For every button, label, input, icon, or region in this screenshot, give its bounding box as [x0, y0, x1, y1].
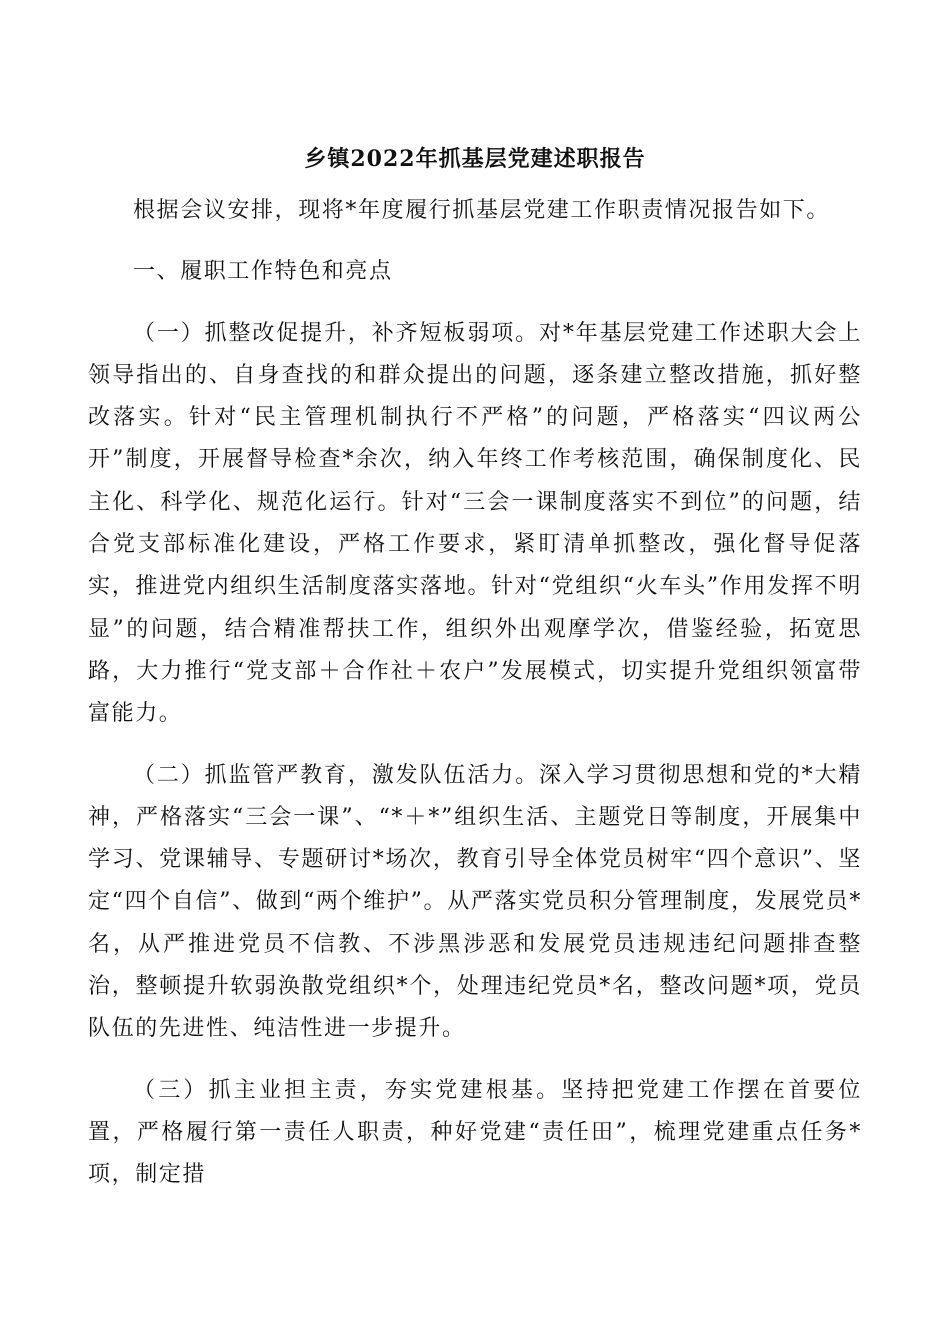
section-heading-1: 一、履职工作特色和亮点 [133, 259, 393, 285]
intro-paragraph: 根据会议安排，现将*年度履行抓基层党建工作职责情况报告如下。 [133, 198, 831, 223]
document-title: 乡镇2022年抓基层党建述职报告 [304, 146, 646, 172]
document-body [88, 190, 862, 1197]
paragraph-item-3: （三）抓主业担主责，夯实党建根基。坚持把党建工作摆在首要位置，严格履行第一责任人职责，种好党建“责任田”，梳理党建重点任务*项，制定措 [88, 1077, 862, 1188]
paragraph-item-1: （一）抓整改促提升，补齐短板弱项。对*年基层党建工作述职大会上领导指出的、自身查找的和群众提出的问题，逐条建立整改措施，抓好整改落实。针对“民主管理机制执行不严格”的问题，严格落实“四议两公开”制度，开展督导检查*余次，纳入年终工作考核范围，确保制度化、民主化、科学化、规范化运行。针对“三会一课制度落实不到位”的问题，结合党支部标准化建设，严格工作要求，紧盯清单抓整改，强化督导促落实，推进党内组织生活制度落实落地。针对“党组织“火车头”作用发挥不明显”的问题，结合精准帮扶工作，组织外出观摩学次，借鉴经验，拓宽思路，大力推行“党支部＋合作社＋农户”发展模式，切实提升党组织领富带富能力。 [88, 320, 862, 727]
paragraph-item-2: （二）抓监管严教育，激发队伍活力。深入学习贯彻思想和党的*大精神，严格落实“三会一课”、“*＋*”组织生活、主题党日等制度，开展集中学习、党课辅导、专题研讨*场次，教育引导全体党员树牢“四个意识”、坚定“四个自信”、做到“两个维护”。从严落实党员积分管理制度，发展党员*名，从严推进党员不信教、不涉黑涉恶和发展党员违规违纪问题排查整治，整顿提升软弱涣散党组织*个，处理违纪党员*名，整改问题*项，党员队伍的先进性、纯洁性进一步提升。 [88, 762, 862, 1042]
